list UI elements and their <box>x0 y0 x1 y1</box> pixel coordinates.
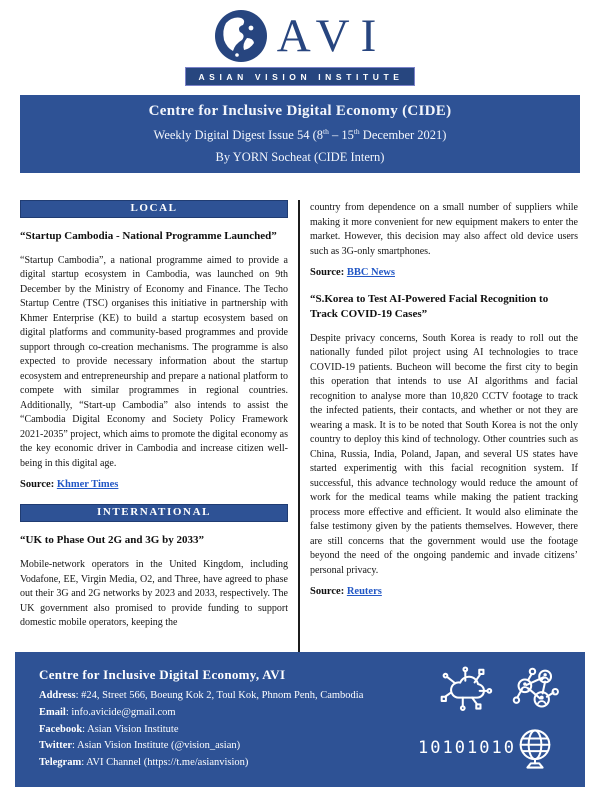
source-line-khmer-times <box>20 479 288 490</box>
article-body-startup-cambodia: “Startup Cambodia”, a national programme aimed to provide a digital startup ecosystem in Cambodia, was launched on 9th December by the Ministry of Economy and Finance. The Techo Startup Centre (TSC) organises this initiative in partnership with Khmer Enterprise (KE) to build a startup ecosystem based on digital platforms and community-based programmes and provide support through co-creation mechanisms. The programme is also expected to provide necessary information about the startup ecosystem and entrepreneurship and prepare a national platform to compete with similar programmes in regional countries. Additionally, “Start-up Cambodia” also intends to assist the “Cambodia Digital Economy and Society Policy Framework 2021-2035” project, which aims to promote the digital economy as the key economic driver in Cambodia and increase citizen well-being in this digital age. <box>20 254 288 469</box>
source-link-bbc-news[interactable]: BBC News <box>346 267 395 278</box>
footer-twitter-label: Twitter <box>39 740 73 752</box>
issue-superscript-2: th <box>353 126 360 136</box>
right-column <box>310 200 578 652</box>
footer-twitter-value: : Asian Vision Institute (@vision_asian) <box>72 740 241 752</box>
masthead-title: Centre for Inclusive Digital Economy (CIDE) <box>148 102 452 119</box>
source-link-reuters[interactable]: Reuters <box>346 586 382 598</box>
footer-facebook-line <box>39 722 433 739</box>
issue-text-suffix: December 2021) <box>359 128 447 143</box>
section-header-local: LOCAL <box>20 200 288 218</box>
footer-contact-block <box>15 652 433 787</box>
issue-superscript-1: th <box>322 126 329 136</box>
source-link-khmer-times[interactable]: Khmer Times <box>56 479 119 491</box>
source-label: Source: <box>310 586 345 598</box>
column-divider <box>298 200 300 652</box>
footer-facebook-value: : Asian Vision Institute <box>82 723 179 735</box>
avi-acronym: AVI <box>276 9 388 62</box>
avi-logo <box>0 8 600 86</box>
issue-text-prefix: Weekly Digital Digest Issue 54 (8 <box>153 128 323 143</box>
footer-facebook-label: Facebook <box>39 723 83 735</box>
binary-code-icon <box>418 721 516 777</box>
footer-twitter-line <box>39 738 433 755</box>
footer-email-line <box>39 705 433 722</box>
article-title-startup-cambodia: “Startup Cambodia - National Programme Launched” <box>20 230 277 242</box>
footer-email-label: Email <box>39 706 66 718</box>
footer-title: Centre for Inclusive Digital Economy, AVI <box>39 667 286 682</box>
footer-icon-grid <box>418 652 585 787</box>
avi-logo-row <box>213 8 387 64</box>
contact-footer <box>15 652 585 787</box>
article-body-uk-2g-3g: Mobile-network operators in the United Kingdom, including Vodafone, EE, Virgin Media, O2, and Three, have agreed to phase out their 3G and 2G networks by 2023 and 2033, respectively. The UK government also promised to provide funding to support domestic mobile operators, keeping the <box>20 559 288 629</box>
article-body-uk-2g-3g-continued: country from dependence on a small number of suppliers while making it more convenient for new equipment makers to enter the market. However, this decision may also affect old device users such as 3G-only smartphones. <box>310 202 578 257</box>
source-label: Source: <box>20 479 55 491</box>
article-title-skorea-facial-recognition: “S.Korea to Test AI-Powered Facial Recognition to Track COVID-19 Cases” <box>310 293 549 320</box>
binary-row-bottom: 1010 <box>467 737 516 758</box>
source-line-reuters <box>310 586 578 597</box>
footer-telegram-value: : AVI Channel (https://t.me/asianvision) <box>81 757 249 769</box>
article-title-uk-2g-3g: “UK to Phase Out 2G and 3G by 2033” <box>20 534 204 547</box>
masthead-band <box>20 95 580 173</box>
footer-telegram-line <box>39 755 433 772</box>
binary-row-top: 1010 <box>418 737 467 758</box>
masthead-byline: By YORN Socheat (CIDE Intern) <box>215 150 385 165</box>
article-body-skorea-facial-recognition: Despite privacy concerns, South Korea is ready to roll out the nationally funded pilot project using AI technologies to trace COVID-19 patients. Bucheon will become the first city to begin this operation that intends to use AI algorithms and facial recognition to analyse more than 10,820 CCTV footage to track the infected patients, their contacts, and whether or not they are wearing a mask. It is to be noted that South Korea is not the only country to deploy this kind of technology. Other countries such as China, Russia, India, Poland, Japan, and several US states have started experimentig with this facial recognition system. If successful, this advance technology would reduce the amount of work for the medical teams while making the patient tracking process more effective and efficient. It would also eliminate the false testimony given by the patients themselves. However, there are still concerns that the government would use the footage beyond the need of the ongoing pandemic and invade citizens’ personal privacy. <box>310 332 578 576</box>
left-column <box>20 200 288 652</box>
source-line-bbc-news <box>310 267 578 278</box>
article-columns <box>20 200 580 652</box>
globe-icon <box>507 721 563 777</box>
issue-text-mid: – 15 <box>328 128 354 143</box>
people-network-icon <box>507 662 563 718</box>
footer-email-value: : info.avicide@gmail.com <box>65 706 176 718</box>
section-header-international: INTERNATIONAL <box>20 504 288 522</box>
source-label: Source: <box>310 267 345 278</box>
footer-telegram-label: Telegram <box>39 757 82 769</box>
footer-address-value: : #24, Street 566, Boeung Kok 2, Toul Kok, Phnom Penh, Cambodia <box>75 690 364 701</box>
avi-globe-icon <box>213 8 269 64</box>
cloud-network-icon <box>439 662 495 718</box>
masthead-issue-line <box>20 127 580 143</box>
footer-address-label: Address <box>39 690 76 701</box>
avi-banner: ASIAN VISION INSTITUTE <box>185 67 414 86</box>
footer-address-line <box>39 688 433 705</box>
